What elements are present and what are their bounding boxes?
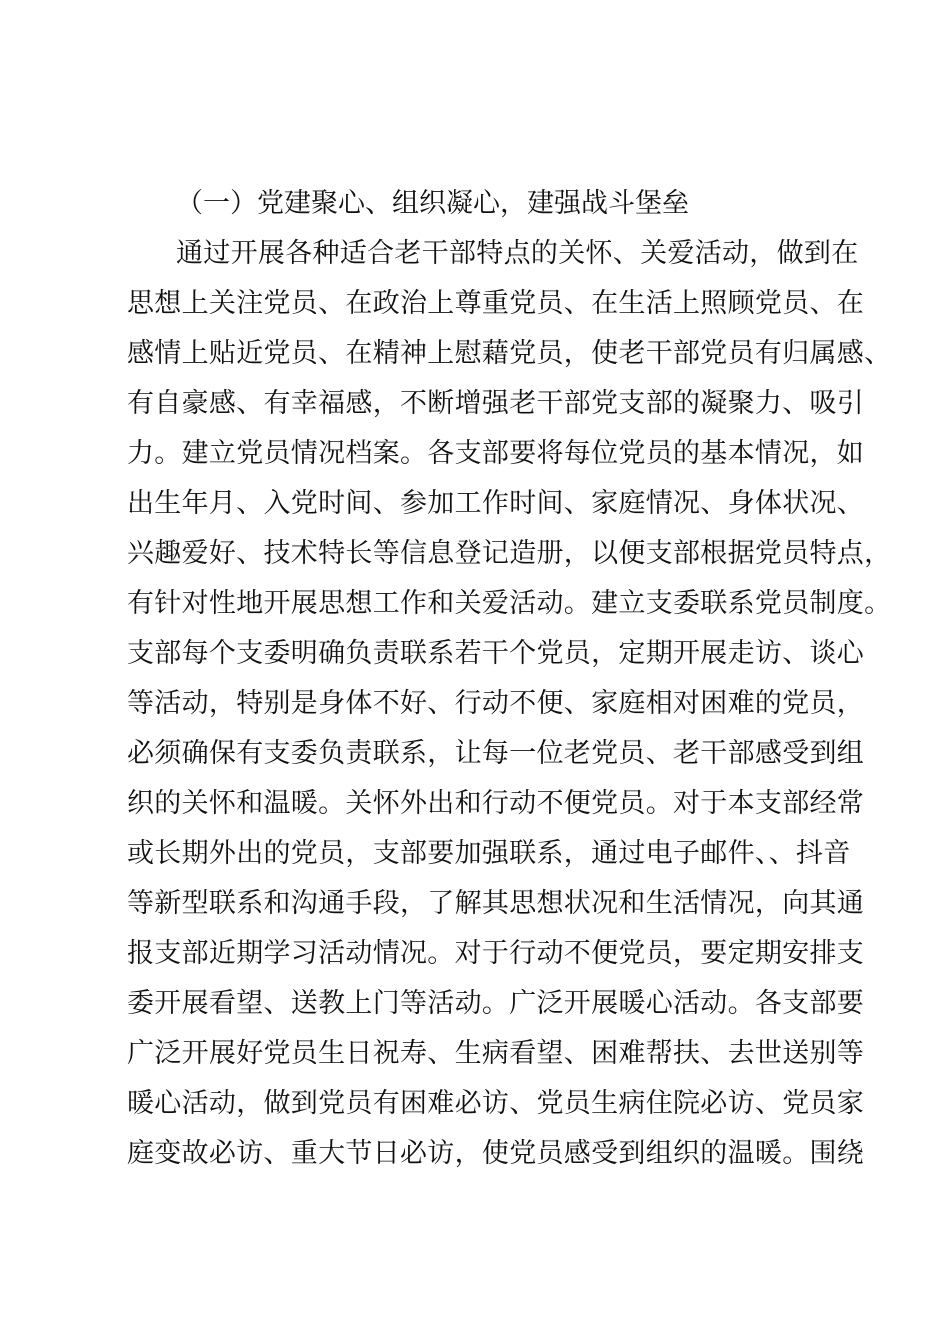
section-heading: （一）党建聚心、组织凝心，建强战斗堡垒 [176,188,689,219]
paragraph-line: 等活动，特别是身体不好、行动不便、家庭相对困难的党员， [127,688,865,719]
paragraph-line: 思想上关注党员、在政治上尊重党员、在生活上照顾党员、在 [127,288,865,319]
paragraph-line: 有针对性地开展思想工作和关爱活动。建立支委联系党员制度。 [127,588,892,619]
paragraph-line: 兴趣爱好、技术特长等信息登记造册，以便支部根据党员特点， [127,538,892,569]
paragraph-line: 力。建立党员情况档案。各支部要将每位党员的基本情况，如 [127,438,865,469]
paragraph-line: 必须确保有支委负责联系，让每一位老党员、老干部感受到组 [127,738,865,769]
paragraph-line: 出生年月、入党时间、参加工作时间、家庭情况、身体状况、 [127,488,865,519]
paragraph-line: 暖心活动，做到党员有困难必访、党员生病住院必访、党员家 [127,1088,865,1119]
body-paragraph [127,236,892,1186]
paragraph-line: 支部每个支委明确负责联系若干个党员，定期开展走访、谈心 [127,638,865,669]
paragraph-line: 广泛开展好党员生日祝寿、生病看望、困难帮扶、去世送别等 [127,1038,865,1069]
paragraph-line: 等新型联系和沟通手段，了解其思想状况和生活情况，向其通 [127,888,865,919]
paragraph-line: 有自豪感、有幸福感，不断增强老干部党支部的凝聚力、吸引 [127,388,865,419]
paragraph-line: 通过开展各种适合老干部特点的关怀、关爱活动，做到在 [176,238,859,269]
paragraph-line: 庭变故必访、重大节日必访，使党员感受到组织的温暖。围绕 [127,1138,865,1169]
paragraph-line: 委开展看望、送教上门等活动。广泛开展暖心活动。各支部要 [127,988,865,1019]
paragraph-line: 或长期外出的党员，支部要加强联系，通过电子邮件、、抖音 [127,838,851,869]
paragraph-line: 感情上贴近党员、在精神上慰藉党员，使老干部党员有归属感、 [127,338,892,369]
paragraph-line: 织的关怀和温暖。关怀外出和行动不便党员。对于本支部经常 [127,788,865,819]
paragraph-line: 报支部近期学习活动情况。对于行动不便党员，要定期安排支 [127,938,865,969]
